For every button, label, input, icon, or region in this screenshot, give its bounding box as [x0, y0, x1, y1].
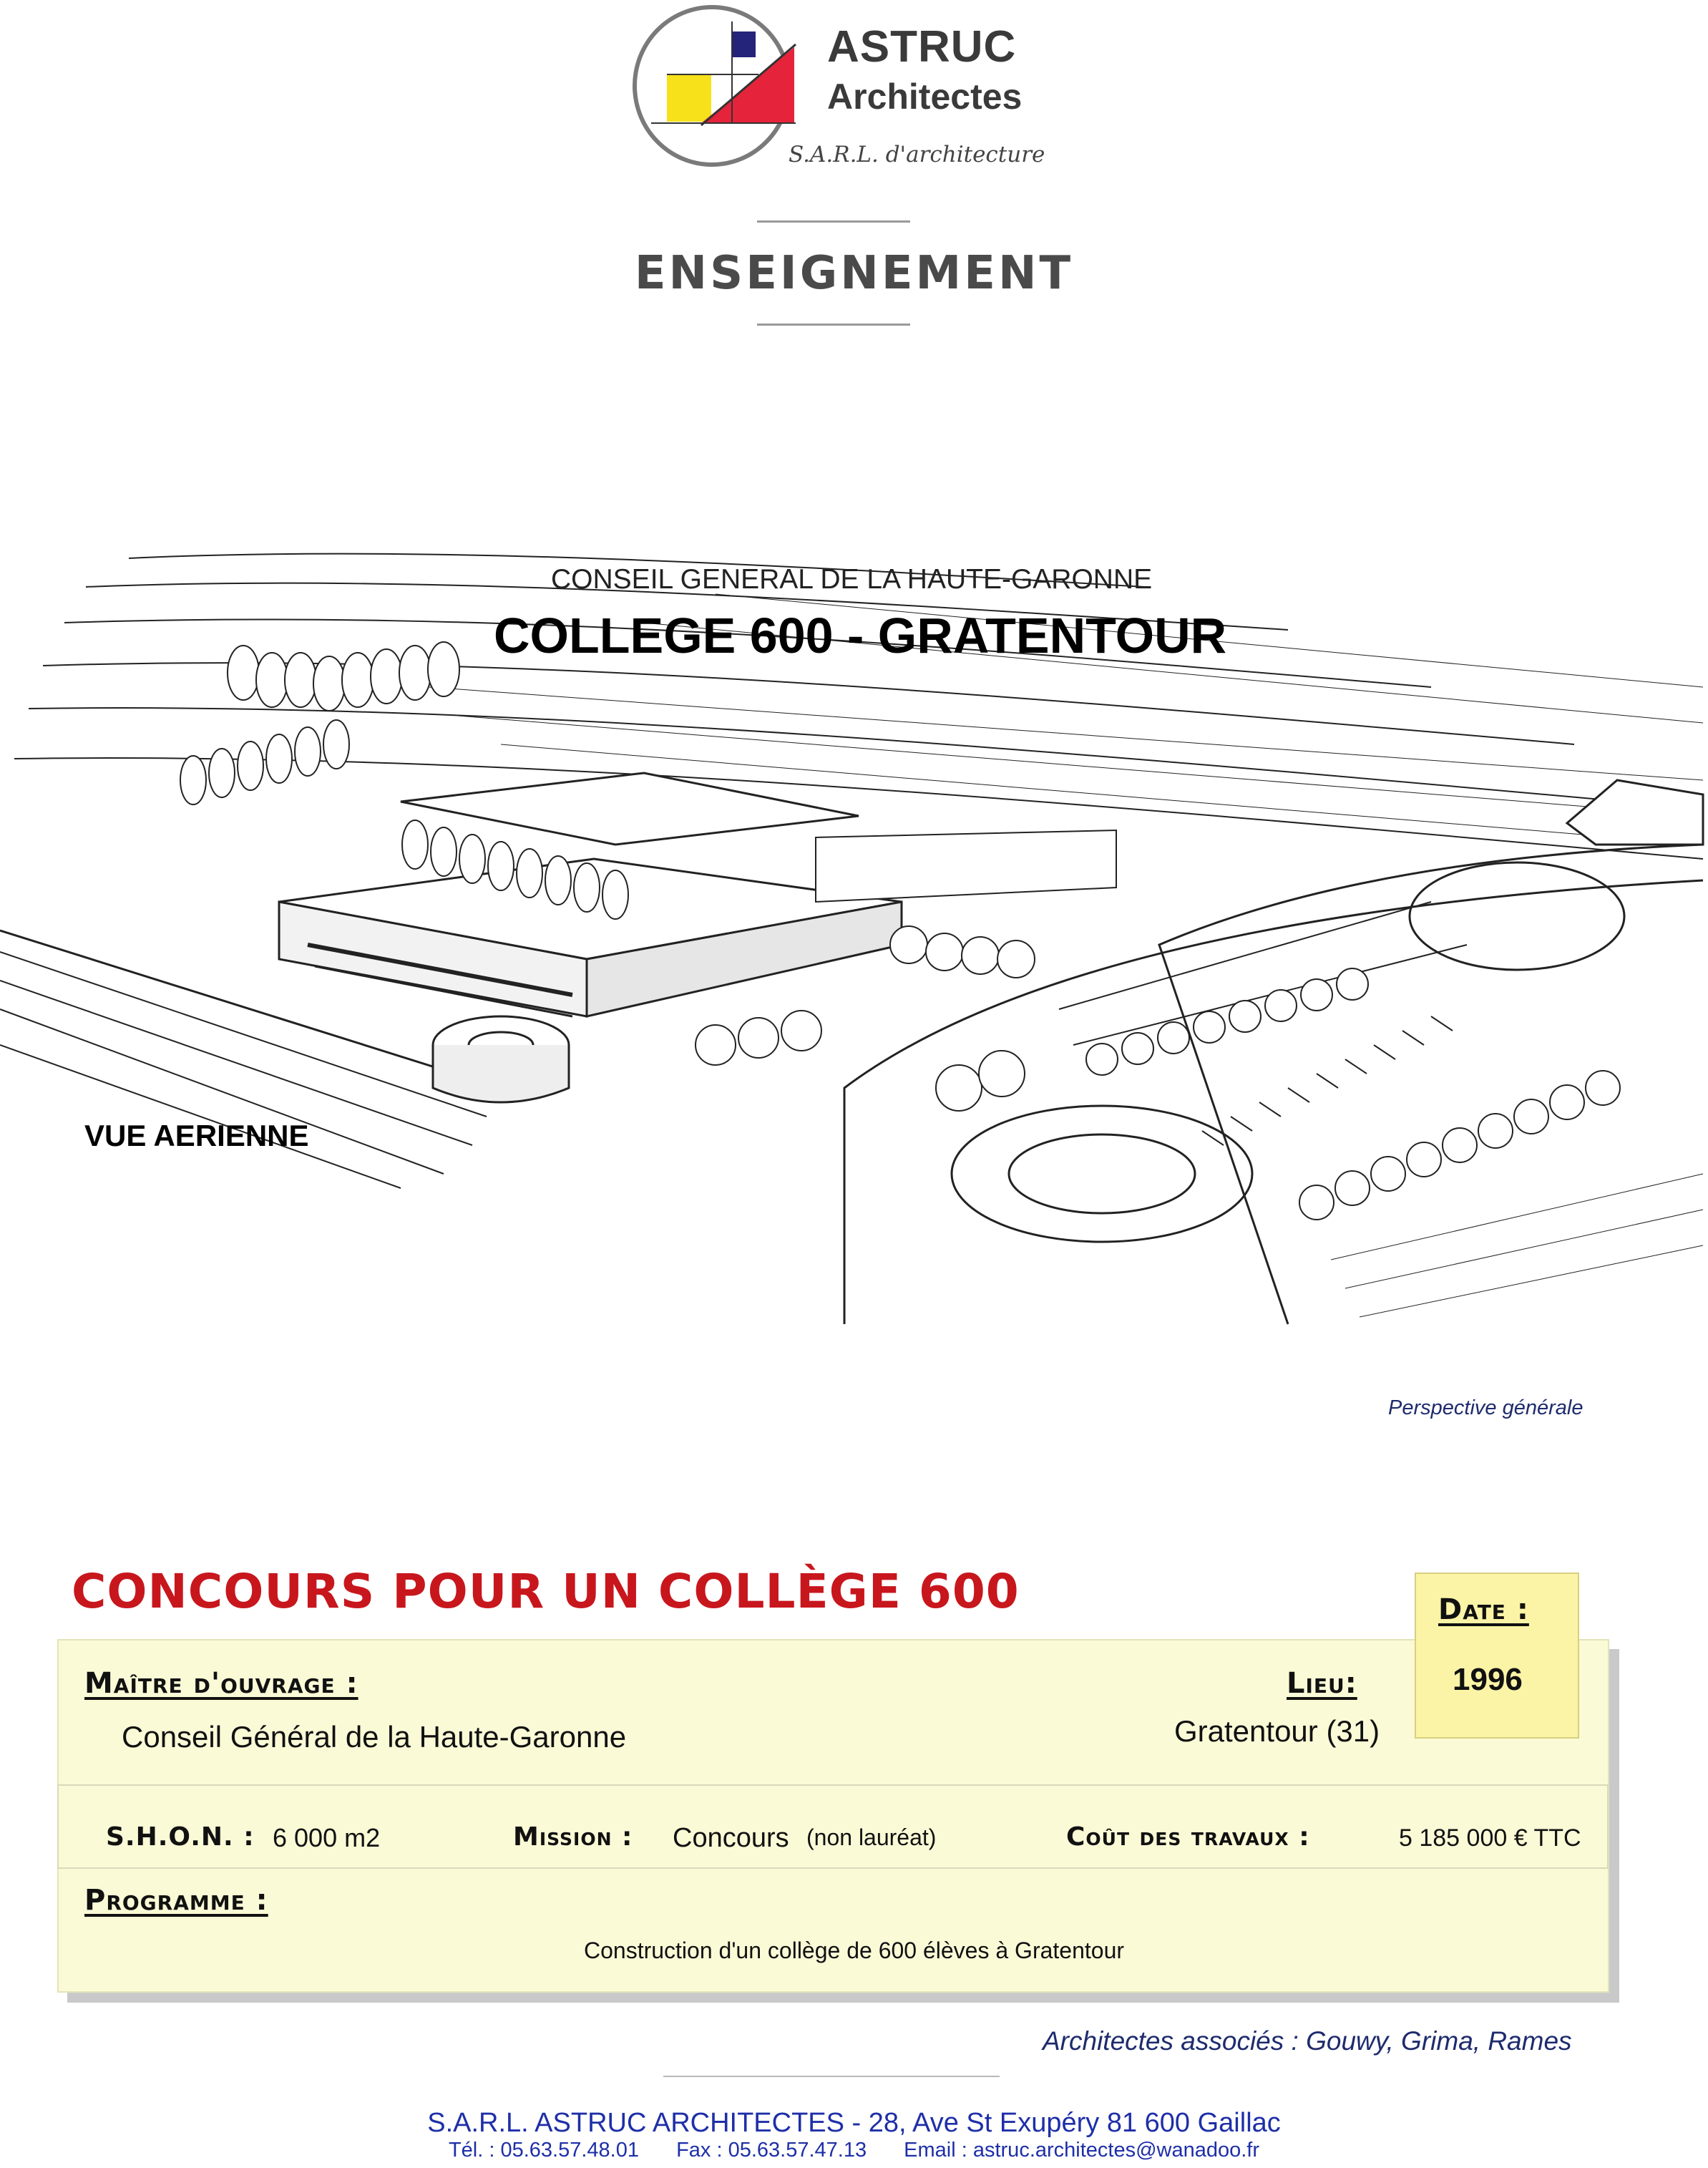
logo-tagline: S.A.R.L. d'architecture: [789, 142, 1045, 167]
programme-value: Construction d'un collège de 600 élèves à Gratentour: [583, 1938, 1125, 1963]
contact-line: [0, 2139, 1708, 2162]
project-title: CONCOURS POUR UN COLLÈGE 600: [72, 1564, 1020, 1619]
maitre-ouvrage-value: Conseil Général de la Haute-Garonne: [122, 1720, 627, 1754]
footer-divider: [663, 2076, 1000, 2077]
drawing-client-title: CONSEIL GENERAL DE LA HAUTE-GARONNE: [551, 564, 1153, 595]
lieu-label: Lieu:: [1287, 1667, 1357, 1700]
section-title: ENSEIGNEMENT: [634, 247, 1074, 300]
date-value: 1996: [1453, 1662, 1523, 1697]
shon-label: S.H.O.N. :: [106, 1822, 255, 1852]
mission-label: Mission :: [513, 1822, 633, 1852]
mission-value: Concours: [673, 1823, 789, 1853]
programme-label: Programme :: [84, 1884, 268, 1917]
drawing-project-title: COLLEGE 600 - GRATENTOUR: [494, 608, 1227, 663]
fax-number: Fax : 05.63.57.47.13: [676, 2139, 867, 2162]
lieu-value: Gratentour (31): [1174, 1714, 1380, 1748]
phone-number: Tél. : 05.63.57.48.01: [448, 2139, 639, 2162]
mission-note: (non lauréat): [806, 1824, 937, 1850]
divider-bottom: [757, 324, 910, 326]
date-label: Date :: [1438, 1593, 1529, 1626]
associated-architects: Architectes associés : Gouwy, Grima, Rames: [1043, 2026, 1572, 2056]
cout-travaux-value: 5 185 000 € TTC: [1399, 1824, 1581, 1852]
company-address: S.A.R.L. ASTRUC ARCHITECTES - 28, Ave St Exupéry 81 600 Gaillac: [427, 2108, 1281, 2138]
logo-yellow-square: [667, 74, 711, 122]
divider-top: [757, 220, 910, 223]
maitre-ouvrage-label: Maître d'ouvrage :: [84, 1667, 358, 1700]
logo-subtitle: Architectes: [827, 77, 1023, 117]
cout-travaux-label: Coût des travaux :: [1066, 1822, 1310, 1852]
image-caption: Perspective générale: [1388, 1396, 1583, 1419]
email-address[interactable]: Email : astruc.architectes@wanadoo.fr: [904, 2139, 1260, 2162]
shon-value: 6 000 m2: [273, 1823, 381, 1852]
logo-blue-square: [732, 31, 756, 57]
view-label: VUE AERIENNE: [84, 1119, 309, 1152]
logo-wordmark: ASTRUC: [827, 22, 1017, 72]
